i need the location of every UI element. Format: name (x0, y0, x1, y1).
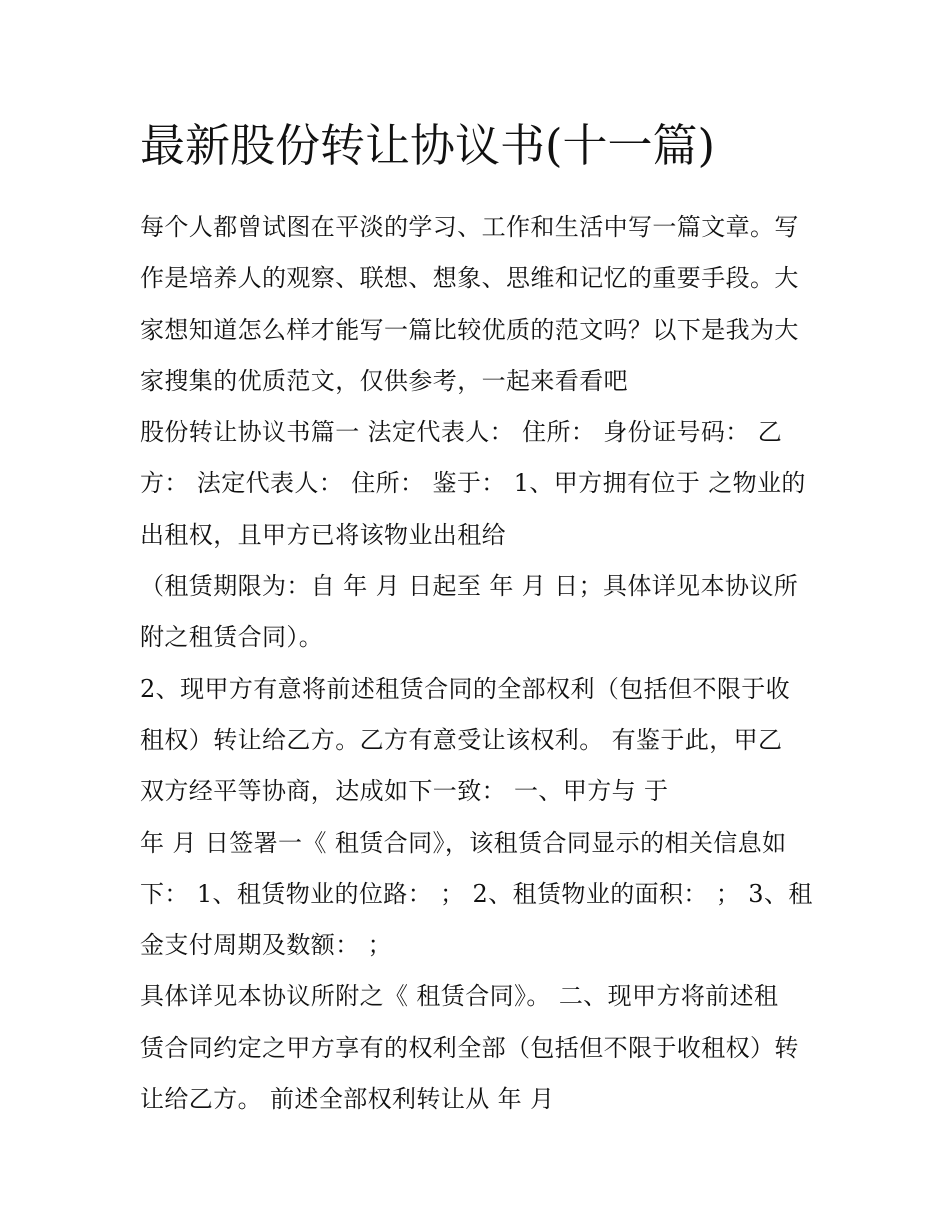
body-line: 家搜集的优质范文，仅供参考，一起来看看吧 (140, 366, 628, 395)
body-line: 每个人都曾试图在平淡的学习、工作和生活中写一篇文章。写 (140, 213, 799, 241)
body-line: 赁合同约定之甲方享有的权利全部（包括但不限于收租权）转 (140, 1033, 799, 1062)
body-line: 年 月 日签署一《 租赁合同》，该租赁合同显示的相关信息如 (140, 828, 787, 857)
body-line: 出租权，且甲方已将该物业出租给 (140, 520, 506, 549)
body-line: 股份转让协议书篇一 法定代表人： 住所： 身份证号码： 乙 (140, 418, 783, 447)
body-line: 具体详见本协议所附之《 租赁合同》。 二、现甲方将前述租 (140, 982, 779, 1011)
body-line: 2、现甲方有意将前述租赁合同的全部权利（包括但不限于收 (140, 674, 791, 703)
document-body (140, 202, 820, 1125)
body-line: 让给乙方。 前述全部权利转让从 年 月 (140, 1085, 555, 1114)
body-line: 租权）转让给乙方。乙方有意受让该权利。 有鉴于此，甲乙 (140, 725, 783, 754)
body-line: 作是培养人的观察、联想、想象、思维和记忆的重要手段。大 (140, 264, 799, 293)
body-line: 家想知道怎么样才能写一篇比较优质的范文吗？以下是我为大 (140, 315, 799, 344)
body-line: 附之租赁合同）。 (140, 623, 324, 652)
body-line: 方： 法定代表人： 住所： 鉴于： 1、甲方拥有位于 之物业的 (140, 469, 806, 498)
body-line: 下： 1、租赁物业的位路： ； 2、租赁物业的面积： ； 3、租 (140, 879, 813, 908)
document-title: 最新股份转让协议书(十一篇) (140, 119, 716, 172)
body-line: 双方经平等协商，达成如下一致： 一、甲方与 于 (140, 777, 669, 806)
body-line: （租赁期限为：自 年 月 日起至 年 月 日；具体详见本协议所 (140, 572, 799, 601)
body-line: 金支付周期及数额： ； (140, 931, 393, 960)
